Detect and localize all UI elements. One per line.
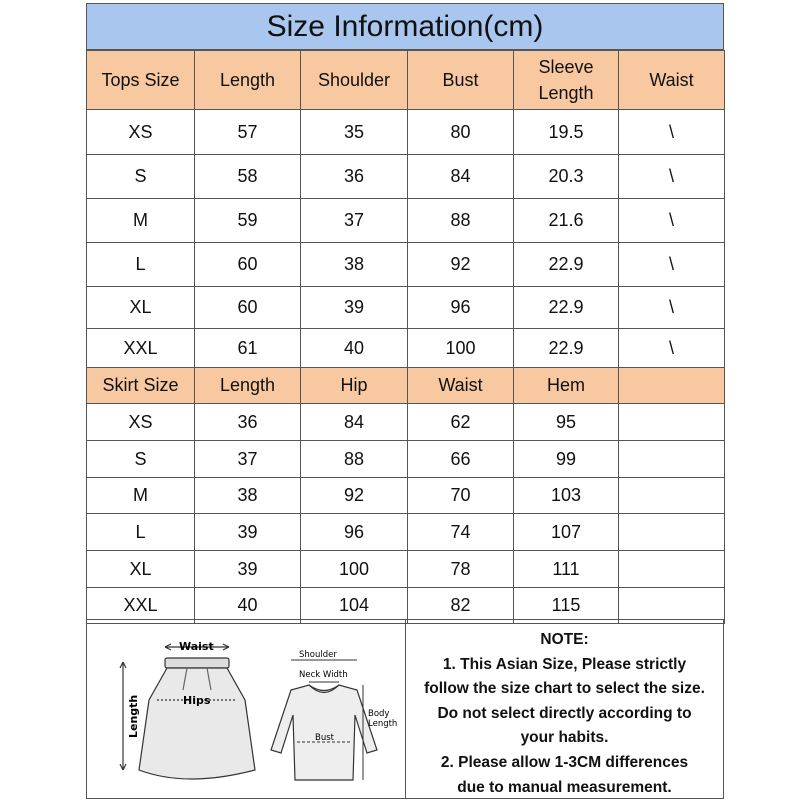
- table-cell: 100: [301, 551, 408, 588]
- top-length-label: Length: [368, 719, 398, 729]
- skirt-header-cell: Hem: [514, 368, 619, 404]
- table-cell: 60: [195, 243, 301, 287]
- table-cell: 66: [408, 441, 514, 478]
- table-cell: \: [619, 199, 725, 243]
- table-cell: L: [87, 514, 195, 551]
- table-cell: 88: [408, 199, 514, 243]
- table-cell: [619, 478, 725, 514]
- table-cell: [619, 441, 725, 478]
- table-cell: 19.5: [514, 110, 619, 155]
- skirt-header-cell: [619, 368, 725, 404]
- table-cell: 99: [514, 441, 619, 478]
- table-cell: 111: [514, 551, 619, 588]
- table-cell: XXL: [87, 588, 195, 624]
- table-cell: 96: [301, 514, 408, 551]
- table-row: [87, 199, 725, 243]
- table-cell: XS: [87, 110, 195, 155]
- skirt-waist-label: Waist: [179, 640, 214, 653]
- table-cell: 82: [408, 588, 514, 624]
- note-line: 2. Please allow 1-3CM differences: [440, 753, 689, 771]
- table-cell: 92: [301, 478, 408, 514]
- table-cell: 35: [301, 110, 408, 155]
- table-cell: 84: [301, 404, 408, 441]
- table-cell: 38: [301, 243, 408, 287]
- table-cell: 20.3: [514, 155, 619, 199]
- table-cell: \: [619, 243, 725, 287]
- table-cell: \: [619, 110, 725, 155]
- note-line: due to manual measurement.: [457, 778, 672, 796]
- tops-header-cell: Bust: [408, 51, 514, 110]
- note-line: 1. This Asian Size, Please strictly: [442, 655, 687, 673]
- table-row: [87, 110, 725, 155]
- size-note: [406, 620, 723, 798]
- table-cell: S: [87, 155, 195, 199]
- measurement-illustration: [87, 620, 405, 798]
- table-cell: XL: [87, 551, 195, 588]
- table-row: [87, 551, 725, 588]
- table-cell: 92: [408, 243, 514, 287]
- skirt-hips-label: Hips: [183, 694, 211, 707]
- note-line: your habits.: [520, 729, 609, 747]
- table-cell: 107: [514, 514, 619, 551]
- table-cell: XXL: [87, 329, 195, 369]
- table-cell: \: [619, 155, 725, 199]
- table-cell: 39: [195, 551, 301, 588]
- table-cell: \: [619, 329, 725, 369]
- table-cell: [619, 551, 725, 588]
- skirt-header-row: [87, 368, 725, 404]
- table-cell: 22.9: [514, 329, 619, 369]
- skirt-header-cell: Hip: [301, 368, 408, 404]
- table-cell: 58: [195, 155, 301, 199]
- table-cell: 70: [408, 478, 514, 514]
- note-line: NOTE:: [540, 631, 589, 648]
- table-cell: 103: [514, 478, 619, 514]
- table-cell: M: [87, 478, 195, 514]
- tops-header-cell: Shoulder: [301, 51, 408, 110]
- top-neck-width-label: Neck Width: [299, 670, 348, 680]
- table-cell: 96: [408, 287, 514, 329]
- table-cell: 39: [301, 287, 408, 329]
- table-row: [87, 404, 725, 441]
- note-line: follow the size chart to select the size.: [424, 680, 705, 698]
- note-line: Do not select directly according to: [437, 704, 692, 722]
- table-cell: 100: [408, 329, 514, 369]
- table-cell: 59: [195, 199, 301, 243]
- table-cell: 115: [514, 588, 619, 624]
- skirt-size-table: [86, 367, 725, 624]
- table-cell: 62: [408, 404, 514, 441]
- table-cell: 95: [514, 404, 619, 441]
- table-cell: 57: [195, 110, 301, 155]
- bottom-panel: [86, 619, 724, 799]
- table-cell: 22.9: [514, 287, 619, 329]
- table-cell: [619, 404, 725, 441]
- table-cell: [619, 514, 725, 551]
- table-cell: 37: [301, 199, 408, 243]
- table-cell: 39: [195, 514, 301, 551]
- table-cell: XL: [87, 287, 195, 329]
- tops-header-cell: Sleeve Length: [514, 51, 619, 110]
- size-chart: [86, 3, 724, 798]
- table-cell: 36: [301, 155, 408, 199]
- tops-header-row: [87, 51, 725, 110]
- table-cell: 40: [301, 329, 408, 369]
- table-cell: \: [619, 287, 725, 329]
- table-cell: S: [87, 441, 195, 478]
- table-cell: 22.9: [514, 243, 619, 287]
- skirt-header-cell: Waist: [408, 368, 514, 404]
- table-cell: 80: [408, 110, 514, 155]
- table-row: [87, 514, 725, 551]
- table-cell: 21.6: [514, 199, 619, 243]
- measurement-diagram: [87, 620, 406, 798]
- table-cell: 84: [408, 155, 514, 199]
- top-bust-label: Bust: [315, 733, 334, 743]
- skirt-body: [139, 668, 255, 779]
- table-row: [87, 243, 725, 287]
- table-row: [87, 329, 725, 369]
- table-cell: 60: [195, 287, 301, 329]
- table-row: [87, 287, 725, 329]
- top-shoulder-label: Shoulder: [299, 650, 337, 660]
- tops-header-cell: Waist: [619, 51, 725, 110]
- top-body-label: Body: [368, 709, 390, 719]
- table-cell: 88: [301, 441, 408, 478]
- table-cell: XS: [87, 404, 195, 441]
- skirt-waistband: [165, 658, 229, 668]
- table-cell: 104: [301, 588, 408, 624]
- table-cell: M: [87, 199, 195, 243]
- table-cell: 38: [195, 478, 301, 514]
- tops-header-cell: Length: [195, 51, 301, 110]
- skirt-header-cell: Length: [195, 368, 301, 404]
- skirt-diagram: [120, 644, 255, 779]
- table-row: [87, 478, 725, 514]
- table-cell: 36: [195, 404, 301, 441]
- table-cell: L: [87, 243, 195, 287]
- table-row: [87, 441, 725, 478]
- table-cell: 37: [195, 441, 301, 478]
- page-title: Size Information(cm): [86, 3, 724, 50]
- table-row: [87, 155, 725, 199]
- skirt-header-cell: Skirt Size: [87, 368, 195, 404]
- table-cell: 40: [195, 588, 301, 624]
- table-cell: 61: [195, 329, 301, 369]
- tops-header-cell: Tops Size: [87, 51, 195, 110]
- tops-size-table: [86, 50, 725, 369]
- table-cell: 78: [408, 551, 514, 588]
- skirt-length-label: Length: [127, 694, 140, 738]
- table-cell: 74: [408, 514, 514, 551]
